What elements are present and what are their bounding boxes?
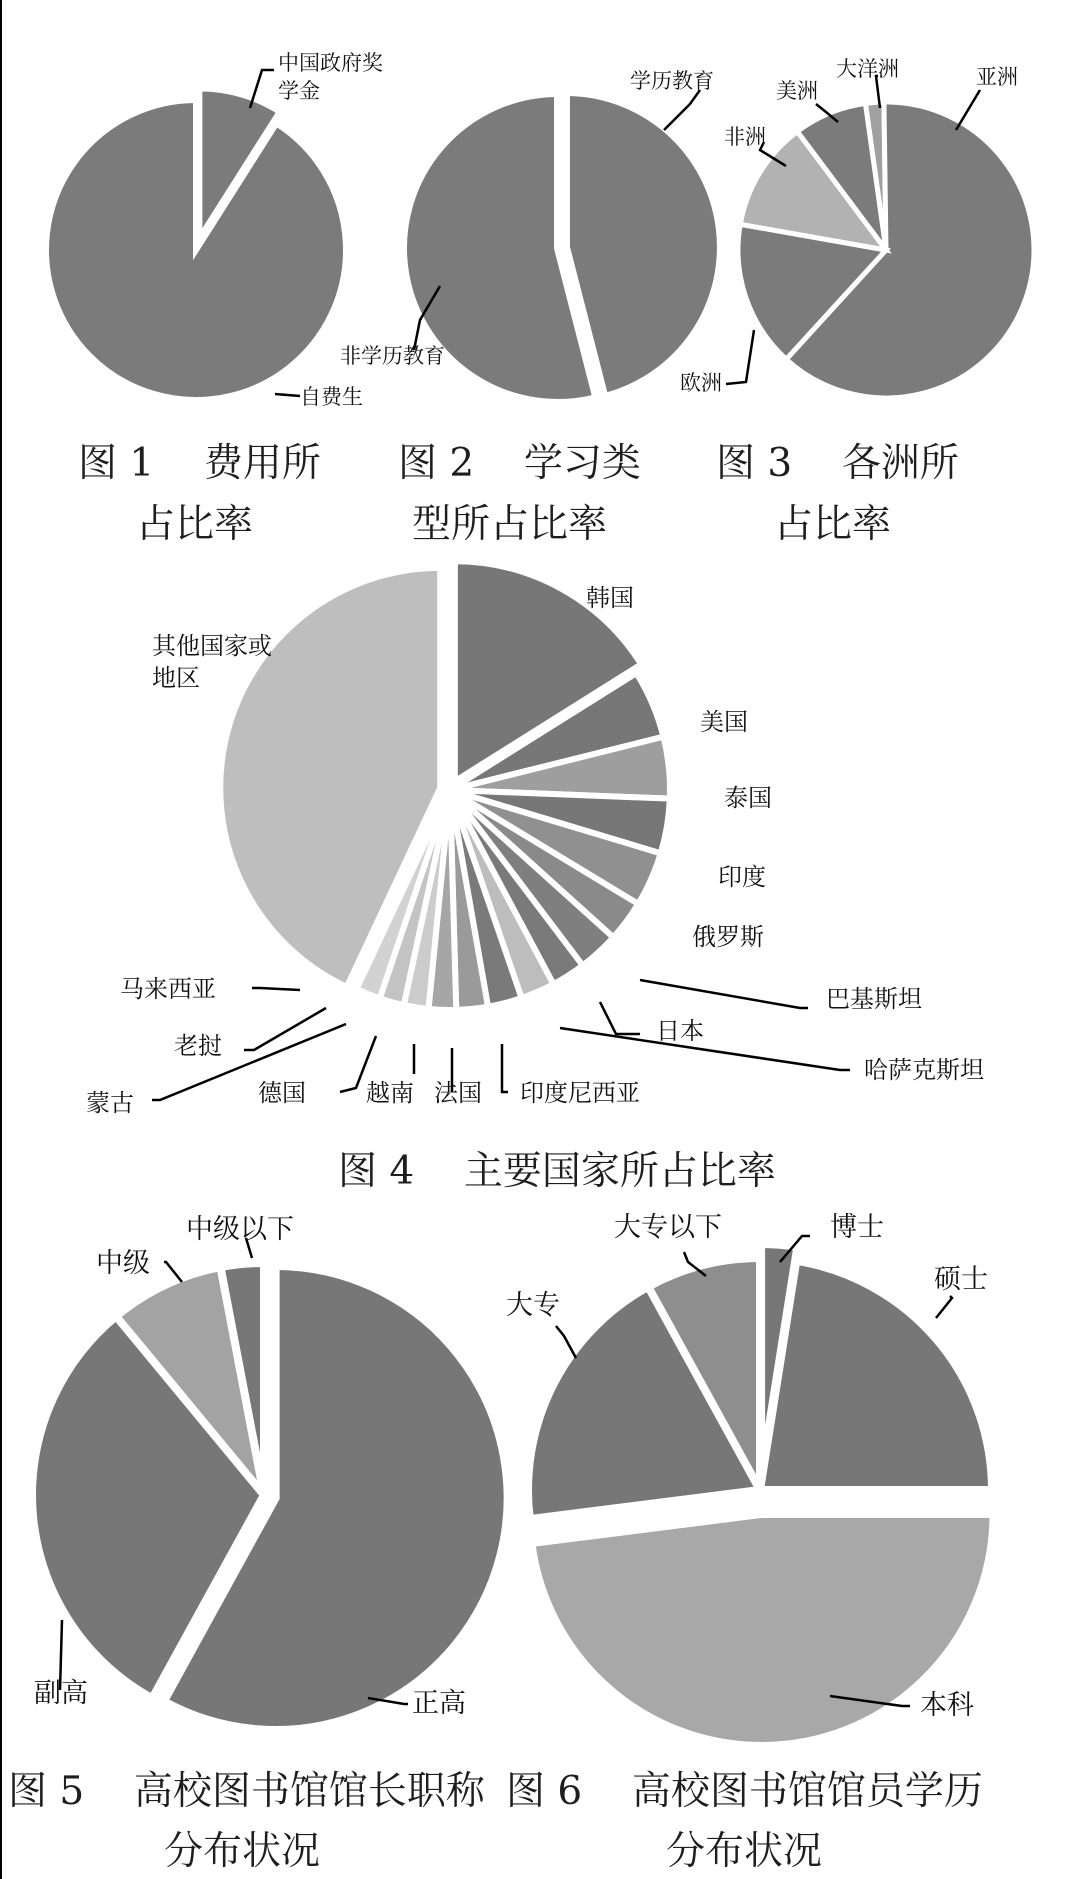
fig6-slice-硕士 (760, 1261, 992, 1490)
fig3-label-欧洲: 欧洲 (680, 371, 722, 395)
caption-fig5-line1 (8, 1769, 485, 1814)
caption-fig3-title1: 各洲所 (841, 441, 959, 486)
fig4-label-韩国: 韩国 (586, 584, 634, 612)
fig6-label-大专以下: 大专以下 (614, 1212, 722, 1243)
fig1-slice-自费生 (46, 100, 346, 400)
fig4-leader-马来西亚 (252, 988, 300, 990)
fig5-chart (32, 1214, 508, 1730)
fig2-label-非学历教育: 非学历教育 (340, 344, 445, 368)
fig5-label-正高: 正高 (412, 1688, 466, 1719)
caption-fig4-title: 主要国家所占比率 (463, 1149, 776, 1194)
fig4-label-法国: 法国 (434, 1079, 482, 1107)
caption-fig1-title2: 占比率 (136, 502, 254, 547)
fig6-label-博士: 博士 (830, 1212, 884, 1243)
fig4-label-蒙古: 蒙古 (86, 1089, 134, 1117)
fig4-label-哈萨克斯坦: 哈萨克斯坦 (864, 1056, 984, 1084)
fig4-leader-日本 (600, 1002, 640, 1034)
fig1-label-中国政府奖学金: 中国政府奖学金 (278, 51, 383, 103)
fig3-label-美洲: 美洲 (776, 79, 818, 103)
caption-fig5-title1: 高校图书馆馆长职称 (133, 1769, 485, 1814)
fig6-label-硕士: 硕士 (934, 1264, 988, 1295)
fig2-leader-学历教育 (664, 90, 700, 130)
fig4-leader-哈萨克斯坦 (560, 1028, 850, 1070)
caption-fig1-title1: 费用所 (203, 441, 321, 486)
left-border (0, 0, 2, 1879)
fig3-label-非洲: 非洲 (724, 125, 766, 149)
fig1-chart (46, 51, 383, 409)
fig2-chart (340, 69, 721, 403)
fig3-leader-欧洲 (726, 330, 754, 384)
fig6-leader-硕士 (936, 1296, 952, 1318)
caption-fig4-num: 图 4 (338, 1149, 415, 1194)
fig6-label-本科: 本科 (920, 1690, 974, 1721)
caption-fig1-num: 图 1 (78, 441, 155, 486)
fig1-label-自费生: 自费生 (300, 385, 363, 409)
caption-fig6-title2: 分布状况 (666, 1829, 823, 1874)
fig1-leader-自费生 (275, 394, 300, 396)
caption-fig5-num: 图 5 (8, 1769, 85, 1814)
fig3-label-大洋洲: 大洋洲 (836, 57, 899, 81)
fig4-leader-巴基斯坦 (640, 980, 808, 1008)
caption-fig2-title2: 型所占比率 (412, 502, 608, 547)
caption-fig4-line1 (338, 1149, 776, 1194)
fig4-label-泰国: 泰国 (724, 784, 772, 812)
fig4-label-越南: 越南 (366, 1079, 414, 1107)
fig5-label-副高: 副高 (34, 1678, 88, 1709)
fig4-label-老挝: 老挝 (174, 1032, 222, 1060)
fig4-label-德国: 德国 (258, 1079, 306, 1107)
fig4-leader-老挝 (244, 1008, 326, 1050)
fig4-label-印度尼西亚: 印度尼西亚 (520, 1079, 640, 1107)
fig4-label-巴基斯坦: 巴基斯坦 (826, 985, 922, 1013)
caption-fig3-num: 图 3 (716, 441, 793, 486)
fig6-label-大专: 大专 (506, 1290, 560, 1321)
fig4-label-马来西亚: 马来西亚 (120, 975, 216, 1003)
caption-fig2-num: 图 2 (398, 441, 475, 486)
fig4-label-其他国家或地区: 其他国家或地区 (152, 632, 272, 692)
fig3-label-亚洲: 亚洲 (976, 65, 1018, 89)
fig4-label-俄罗斯: 俄罗斯 (692, 923, 764, 951)
caption-fig6-num: 图 6 (506, 1769, 583, 1814)
fig6-leader-大专 (556, 1326, 576, 1358)
fig5-label-中级: 中级 (96, 1248, 150, 1279)
fig4-chart (86, 561, 984, 1117)
fig3-chart (680, 57, 1034, 398)
fig2-slice-学历教育 (566, 92, 721, 397)
caption-fig2-title1: 学习类 (523, 441, 641, 486)
caption-fig6-line1 (506, 1769, 983, 1814)
caption-fig1-line1 (78, 441, 321, 486)
fig4-label-美国: 美国 (700, 708, 748, 736)
fig5-label-中级以下: 中级以下 (186, 1214, 294, 1245)
caption-fig3-title2: 占比率 (774, 502, 892, 547)
fig4-leader-印度尼西亚 (502, 1044, 508, 1092)
fig6-chart (506, 1212, 994, 1746)
caption-fig2-line1 (398, 441, 641, 486)
fig4-label-印度: 印度 (718, 863, 766, 891)
fig4-label-日本: 日本 (656, 1017, 704, 1045)
fig2-label-学历教育: 学历教育 (630, 69, 714, 93)
caption-fig3-line1 (716, 441, 959, 486)
caption-fig5-title2: 分布状况 (164, 1829, 321, 1874)
caption-fig6-title1: 高校图书馆馆员学历 (631, 1769, 983, 1814)
